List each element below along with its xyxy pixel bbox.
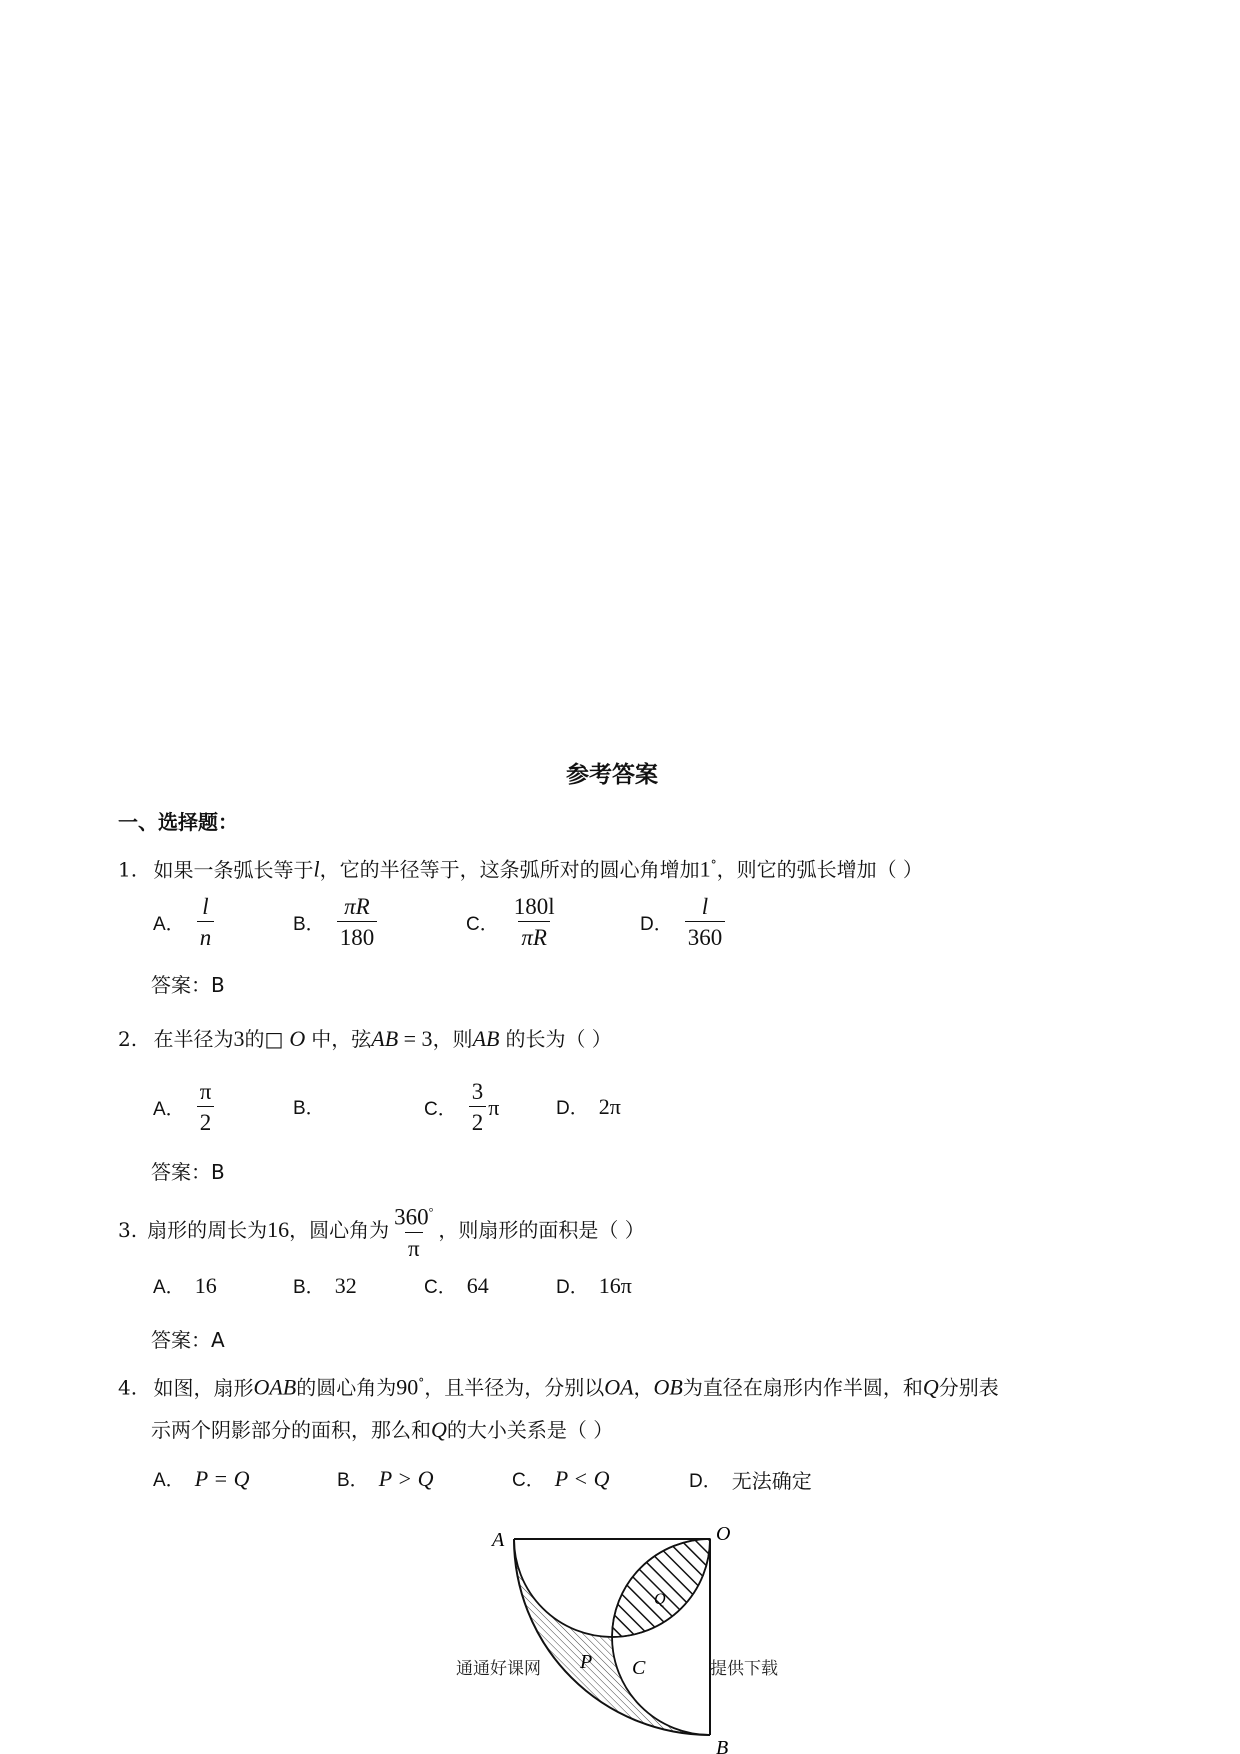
option-b xyxy=(337,1465,433,1492)
question-text: 的圆心角为 xyxy=(296,1375,397,1400)
option-value: 无法确定 xyxy=(731,1469,812,1493)
math-eq: = 3 xyxy=(398,1026,433,1051)
option-label: B． xyxy=(337,1470,369,1491)
math-var: OA xyxy=(604,1374,634,1400)
option-value: 32 xyxy=(334,1272,357,1298)
pi-symbol: π xyxy=(488,1094,500,1120)
question-text: 的长为（ ） xyxy=(505,1027,612,1051)
question-number: 2. xyxy=(118,1027,138,1051)
option-label: D． xyxy=(640,914,673,935)
option-a xyxy=(153,1465,249,1492)
question-text: 和 xyxy=(902,1375,923,1400)
question-text: 分别表 xyxy=(938,1375,999,1400)
option-label: B． xyxy=(293,914,325,935)
option-value: P < Q xyxy=(554,1465,610,1491)
degree-symbol: ° xyxy=(418,1376,425,1390)
math-var: l xyxy=(313,856,320,882)
fraction xyxy=(337,893,378,952)
numerator: 360° xyxy=(394,1204,434,1230)
option-label: C． xyxy=(466,914,499,935)
math-var: Q xyxy=(922,1374,939,1400)
option-a xyxy=(153,1272,217,1299)
fraction xyxy=(685,893,726,952)
math-num: 90 xyxy=(396,1374,419,1400)
denominator: 360 xyxy=(685,921,726,952)
math-var: OAB xyxy=(253,1374,297,1400)
option-value: 64 xyxy=(466,1272,489,1298)
fraction xyxy=(391,1198,436,1263)
math-num: 16 xyxy=(267,1217,290,1243)
numerator: π xyxy=(199,1079,212,1104)
question-text: 扇形的周长为 xyxy=(147,1218,268,1243)
option-a xyxy=(153,893,216,952)
question-text: ，它的半径等于，这条弧所对的圆心角增加 xyxy=(319,857,700,882)
question-text: 的大小关系是（ ） xyxy=(446,1418,614,1442)
answer-3: 答案：A xyxy=(151,1328,225,1352)
option-b xyxy=(293,1272,357,1299)
option-b xyxy=(293,1093,335,1120)
option-d xyxy=(556,1272,632,1299)
answer-2: 答案：B xyxy=(151,1160,225,1184)
option-a xyxy=(153,1078,216,1137)
answer-1: 答案：B xyxy=(151,973,225,997)
question-1 xyxy=(118,851,923,884)
denominator: πR xyxy=(518,921,550,952)
question-3 xyxy=(118,1198,645,1263)
question-4-line-1 xyxy=(118,1369,999,1402)
option-c xyxy=(424,1078,499,1137)
label-b: B xyxy=(716,1737,729,1754)
label-p: P xyxy=(580,1651,593,1673)
missing-glyph-box: □ xyxy=(264,1027,284,1051)
question-text: ，则 xyxy=(432,1027,473,1051)
option-c xyxy=(466,893,560,952)
label-a: A xyxy=(492,1529,505,1551)
math-num: 1 xyxy=(699,856,711,882)
question-4-line-2 xyxy=(151,1416,613,1444)
watermark-left: 通通好课网 xyxy=(456,1659,541,1679)
question-number: 1. xyxy=(118,857,138,882)
question-text: 在半径为 xyxy=(153,1027,234,1051)
question-text: ，则扇形的面积是（ ） xyxy=(438,1218,645,1243)
math-var: Q xyxy=(431,1417,447,1442)
option-label: A． xyxy=(153,914,185,935)
sector-figure xyxy=(480,1510,820,1754)
question-text: ，则它的弧长增加（ ） xyxy=(716,857,923,882)
math-var: AB xyxy=(472,1026,500,1051)
fraction xyxy=(511,893,558,952)
math-num: 3 xyxy=(233,1026,245,1051)
option-label: C． xyxy=(424,1099,457,1120)
label-q: Q xyxy=(654,1591,666,1608)
option-label: A． xyxy=(153,1099,185,1120)
option-label: D． xyxy=(556,1098,589,1119)
page-title: 参考答案 xyxy=(566,762,658,788)
degree-symbol: ° xyxy=(710,858,717,872)
math-var: O xyxy=(289,1026,306,1051)
option-label: A． xyxy=(153,1277,185,1298)
question-text: 的 xyxy=(244,1027,265,1051)
option-b xyxy=(293,893,379,952)
option-value: 2π xyxy=(598,1093,621,1119)
fraction xyxy=(469,1078,487,1137)
numerator: 180l xyxy=(513,894,555,919)
option-value: P = Q xyxy=(194,1465,250,1491)
option-value: P > Q xyxy=(378,1465,434,1491)
label-c: C xyxy=(632,1657,646,1679)
question-2 xyxy=(118,1025,612,1053)
fraction xyxy=(197,1078,215,1137)
denominator: π xyxy=(405,1232,423,1263)
shaded-region-q xyxy=(612,1539,710,1637)
question-text: ， xyxy=(633,1375,654,1400)
option-d xyxy=(689,1465,812,1494)
question-text: ，圆心角为 xyxy=(289,1218,390,1243)
question-text: 如图，扇形 xyxy=(153,1375,254,1400)
denominator: 180 xyxy=(337,921,378,952)
fraction xyxy=(197,893,215,952)
option-label: D． xyxy=(689,1471,722,1492)
option-c xyxy=(424,1272,489,1299)
numerator: l xyxy=(202,894,209,919)
numerator: l xyxy=(701,894,709,919)
option-value: 16 xyxy=(194,1272,217,1298)
question-text: 示两个阴影部分的面积，那么和 xyxy=(151,1418,431,1442)
option-d xyxy=(556,1093,621,1120)
section-heading: 一、选择题： xyxy=(118,810,238,834)
numerator: πR xyxy=(344,894,370,919)
question-text: 如果一条弧长等于 xyxy=(153,857,314,882)
question-number: 4. xyxy=(118,1375,138,1400)
label-o: O xyxy=(716,1523,731,1545)
option-label: B． xyxy=(293,1098,325,1119)
denominator: 2 xyxy=(197,1106,215,1137)
math-var: AB xyxy=(371,1026,399,1051)
option-value: 16π xyxy=(598,1272,632,1298)
option-d xyxy=(640,893,727,952)
option-label: C． xyxy=(424,1277,457,1298)
option-label: A． xyxy=(153,1470,185,1491)
denominator: 2 xyxy=(469,1106,487,1137)
question-text: ，且半径为，分别以 xyxy=(424,1375,605,1400)
numerator: 3 xyxy=(471,1079,484,1104)
math-var: OB xyxy=(653,1374,683,1400)
question-number: 3. xyxy=(118,1218,138,1243)
denominator: n xyxy=(197,921,215,952)
option-label: D． xyxy=(556,1277,589,1298)
question-text: 中，弦 xyxy=(311,1027,372,1051)
watermark-right: 提供下载 xyxy=(710,1659,778,1679)
question-text: 为直径在扇形内作半圆， xyxy=(682,1375,903,1400)
option-c xyxy=(512,1465,610,1492)
option-label: C． xyxy=(512,1470,545,1491)
option-label: B． xyxy=(293,1277,325,1298)
